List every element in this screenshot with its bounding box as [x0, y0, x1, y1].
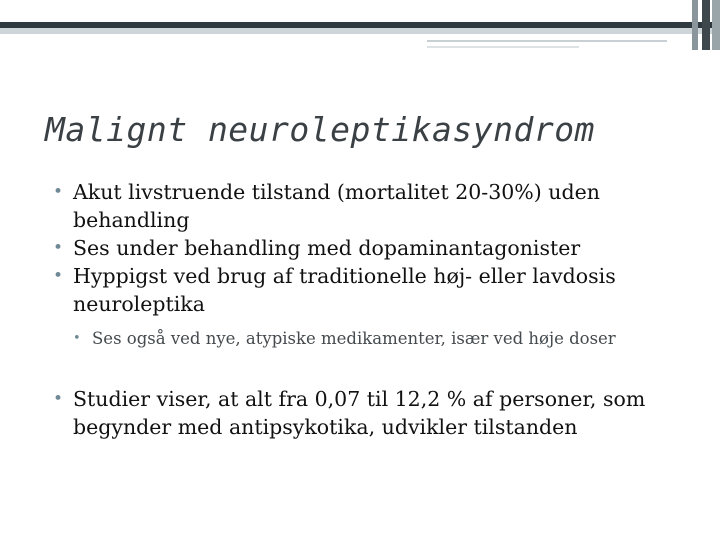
spacer — [52, 351, 692, 385]
bullet-text: Hyppigst ved brug af traditionelle høj- eller lavdosis neuroleptika — [73, 264, 616, 316]
sub-bullet-icon: • — [73, 331, 81, 346]
header-accent-stripe — [702, 0, 710, 50]
bullet-text: Ses under behandling med dopaminantagonister — [73, 236, 581, 260]
bullet-text: Studier viser, at alt fra 0,07 til 12,2 % af personer, som begynder med antipsykotika, udvikler tilstanden — [73, 387, 646, 439]
bullet-item — [52, 178, 692, 234]
header-decor-line — [427, 40, 667, 42]
bullet-list — [52, 178, 692, 441]
bullet-icon: • — [53, 389, 64, 409]
bullet-item — [52, 262, 692, 351]
bullet-item — [52, 385, 692, 441]
header-band-light — [0, 28, 720, 34]
bullet-item — [52, 234, 692, 262]
header-decor-line — [427, 46, 579, 48]
header-accent-stripe — [692, 0, 698, 50]
sub-bullet-text: Ses også ved nye, atypiske medikamenter, især ved høje doser — [92, 329, 616, 348]
header-band — [0, 0, 720, 28]
bullet-icon: • — [53, 182, 64, 202]
slide-title: Malignt neuroleptikasyndrom — [45, 110, 595, 149]
header-accent-stripe — [712, 0, 720, 50]
sub-bullet-list — [73, 326, 692, 351]
slide-body — [52, 178, 692, 441]
bullet-icon: • — [53, 238, 64, 258]
bullet-icon: • — [53, 266, 64, 286]
sub-bullet-item — [73, 326, 692, 351]
bullet-text: Akut livstruende tilstand (mortalitet 20-30%) uden behandling — [73, 180, 600, 232]
